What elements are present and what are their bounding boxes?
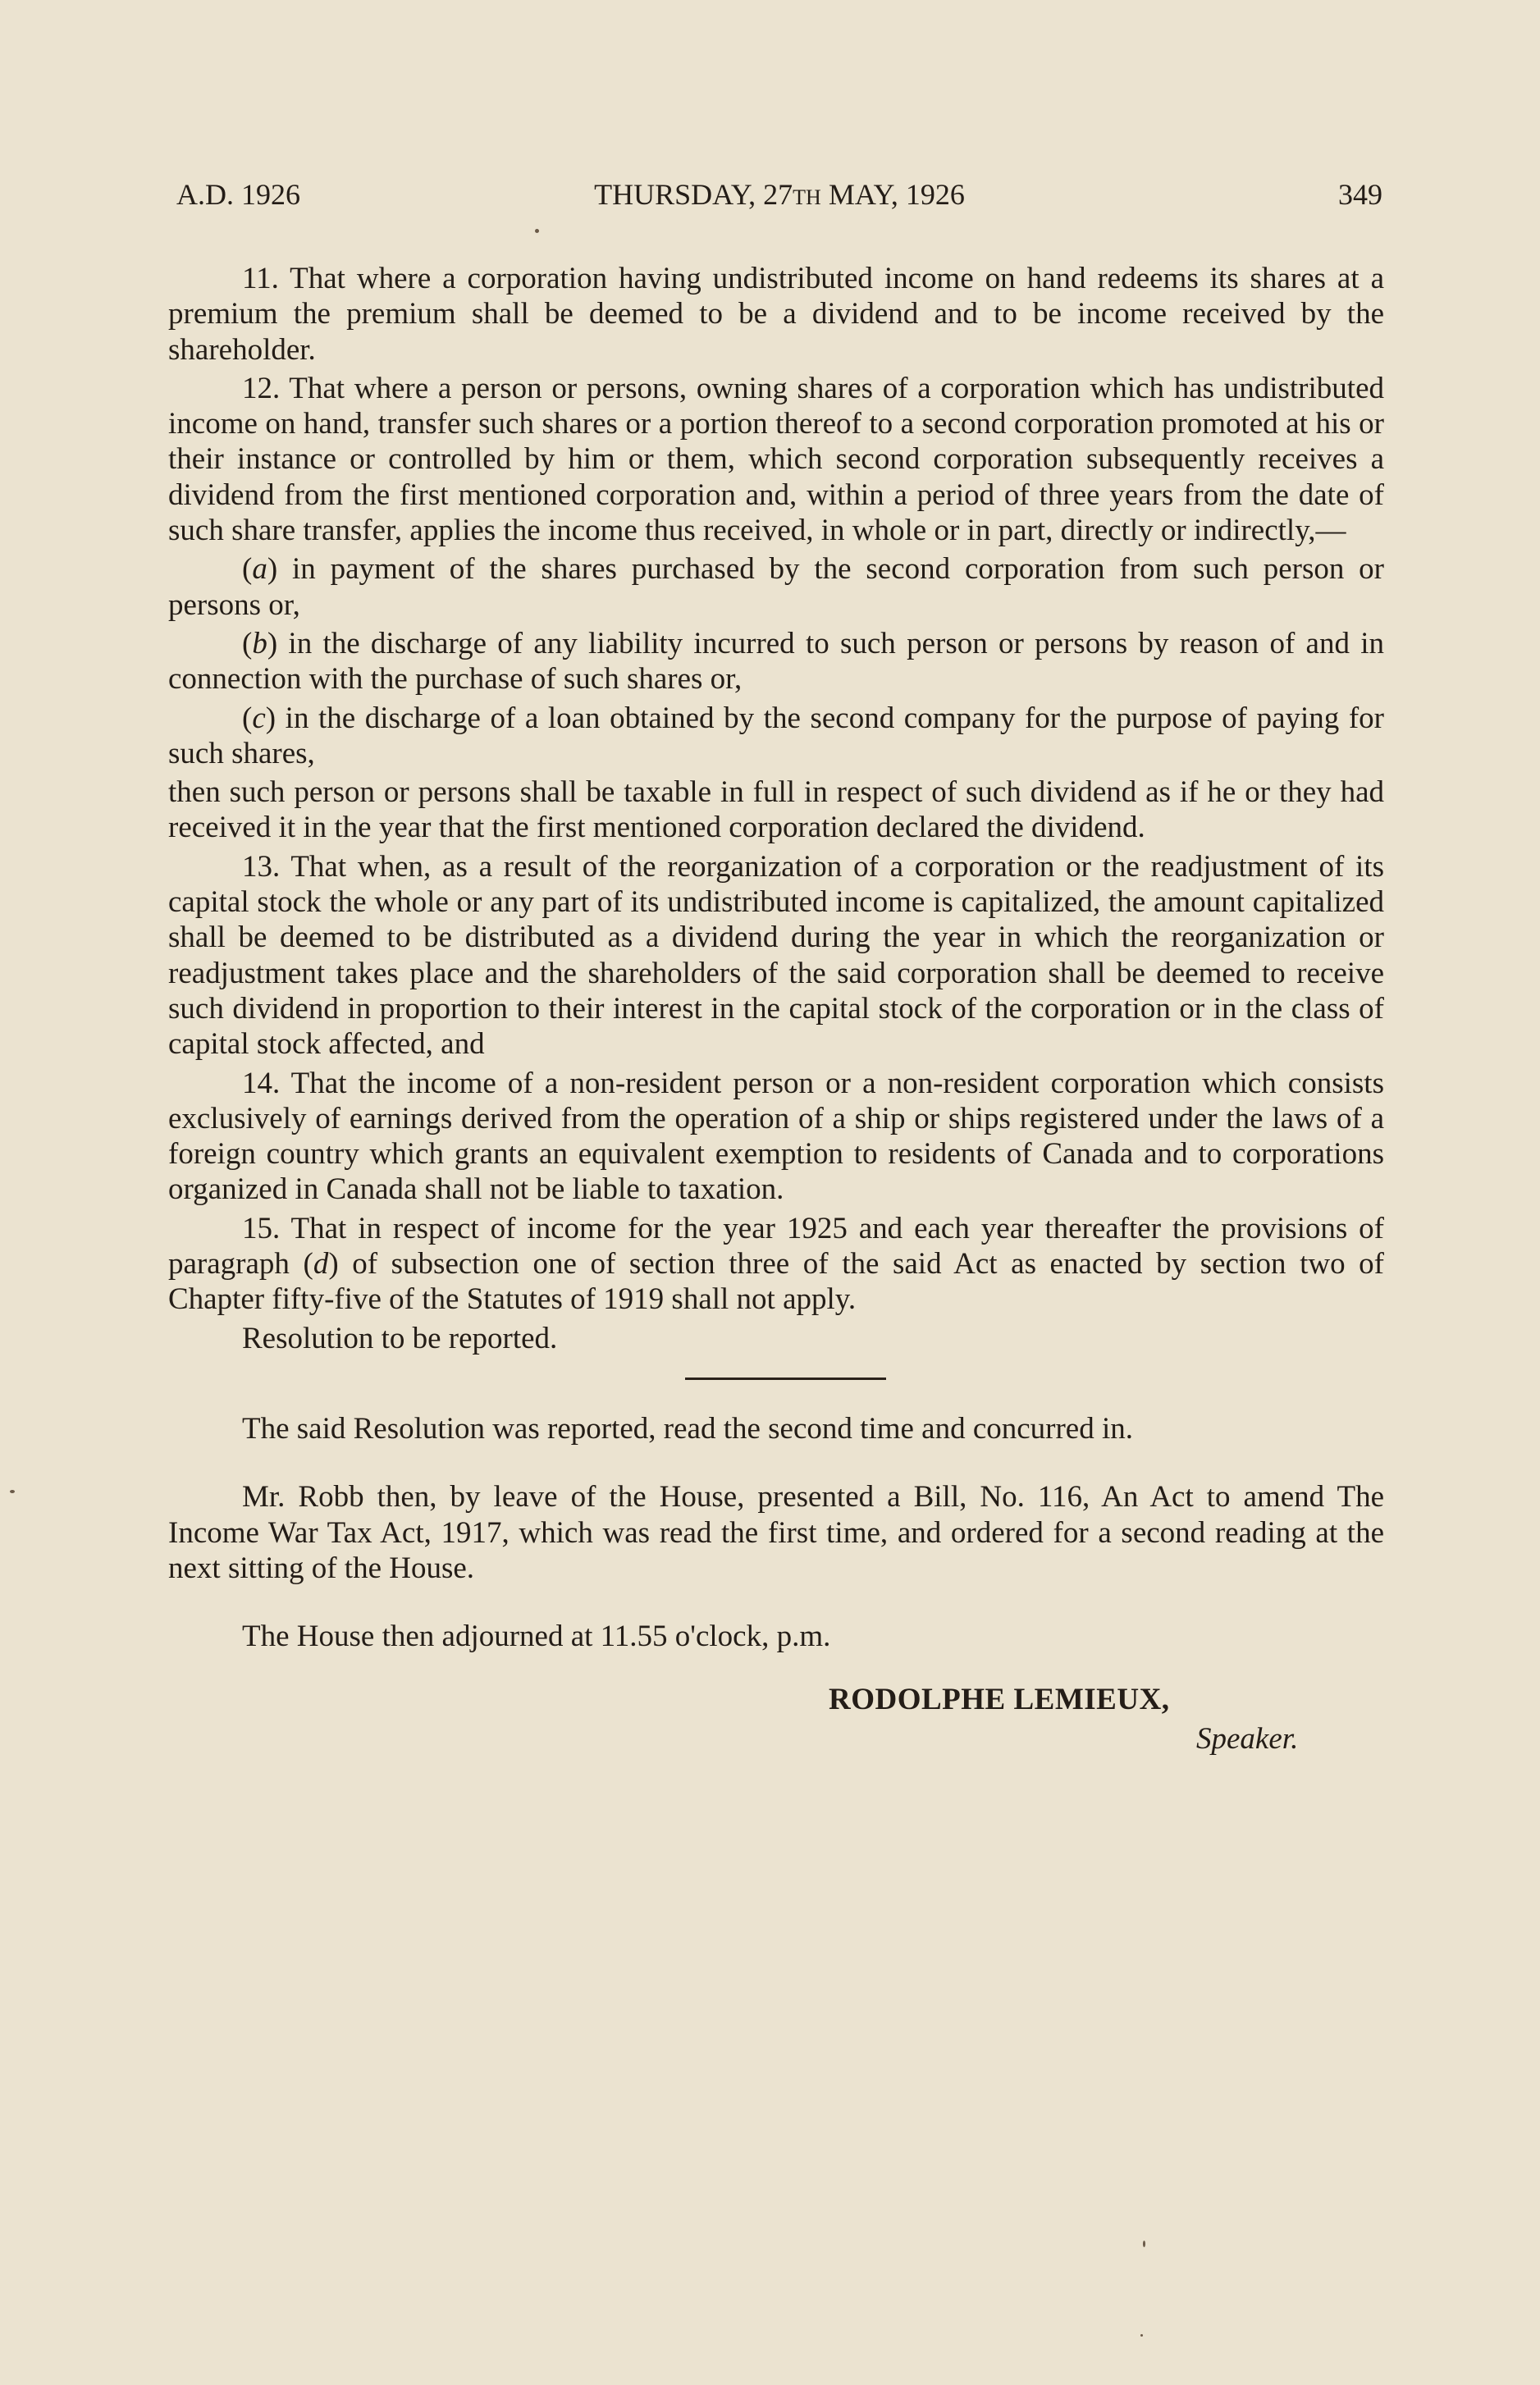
- item-c-label: c: [252, 701, 266, 735]
- paper-speck: [1140, 2334, 1143, 2337]
- resolution-clause-11: 11. That where a corporation having undistributed income on hand redeems its shares at a premium the premium shall be deemed to be a dividend and to be income received by the shareholder.: [168, 262, 1384, 367]
- item-a-label: a: [252, 552, 267, 587]
- clause-15-start: 15. That in respect of income for the year 1925 and each year thereafter the provisions of paragraph (: [168, 1211, 1384, 1282]
- clause-12-item-c: (c) in the discharge of a loan obtained by the second company for the purpose of paying for such shares,: [168, 701, 1384, 770]
- item-b-label: b: [252, 626, 267, 660]
- header-date-suffix: TH: [793, 185, 821, 209]
- clause-12-item-a: (a) in payment of the shares purchased by the second corporation from such person or persons or,: [168, 552, 1384, 622]
- item-a-text: in payment of the shares purchased by the second corporation from such person or persons or,: [168, 552, 1384, 622]
- header-date-month: MAY, 1926: [820, 178, 965, 211]
- resolution-clause-13: 13. That when, as a result of the reorganization of a corporation or the readjustment of its capital stock the whole or any part of its undistributed income is capitalized, the amount capitalized shall be deemed to be distributed as a dividend during the year in which the reorganization or readjustment takes place and the shareholders of the said corporation shall be deemed to receive such dividend in proportion to their interest in the capital stock of the corporation or in the class of capital stock affected, and: [168, 849, 1384, 1062]
- clause-15-end: ) of subsection one of section three of the said Act as enacted by section two of Chapter fifty-five of the Statutes of 1919 shall not apply.: [168, 1247, 1384, 1317]
- item-b-text: in the discharge of any liability incurred to such person or persons by reason of and in connection with the purchase of such shares or,: [168, 626, 1384, 697]
- bill-introduction: Mr. Robb then, by leave of the House, presented a Bill, No. 116, An Act to amend The Income War Tax Act, 1917, which was read the first time, and ordered for a second reading at the next sitting of the House.: [168, 1480, 1384, 1585]
- clause-15-label: d: [313, 1247, 329, 1282]
- clause-12-item-b: (b) in the discharge of any liability incurred to such person or persons by reason of and in connection with the purchase of such shares or,: [168, 626, 1384, 697]
- clause-12-conclusion: then such person or persons shall be taxable in full in respect of such dividend as if he or they had received it in the year that the first mentioned corporation declared the dividend.: [168, 775, 1384, 845]
- page-header: [176, 174, 1382, 215]
- paper-speck: [535, 229, 539, 233]
- speaker-title: Speaker.: [1196, 1721, 1299, 1756]
- item-c-text: in the discharge of a loan obtained by the second company for the purpose of paying for such shares,: [168, 701, 1384, 770]
- resolution-clause-15: [168, 1211, 1384, 1318]
- header-date: [176, 174, 1382, 218]
- resolution-to-be-reported: Resolution to be reported.: [242, 1321, 558, 1355]
- header-date-main: THURSDAY, 27: [594, 178, 793, 211]
- resolution-clause-14: 14. That the income of a non-resident person or a non-resident corporation which consists exclusively of earnings derived from the operation of a ship or ships registered under the laws of a foreign country which grants an equivalent exemption to residents of Canada and to corporations organized in Canada shall not be liable to taxation.: [168, 1066, 1384, 1207]
- header-year: A.D. 1926: [176, 178, 300, 211]
- speaker-name: RODOLPHE LEMIEUX,: [829, 1683, 1170, 1717]
- paper-speck: [1143, 2241, 1145, 2247]
- resolution-clause-12: 12. That where a person or persons, owning shares of a corporation which has undistributed income on hand, transfer such shares or a portion thereof to a second corporation promoted at his or their instance or controlled by him or them, which second corporation subsequently receives a dividend from the first mentioned corporation and, within a period of three years from the date of such share transfer, applies the income thus received, in whole or in part, directly or indirectly,—: [168, 371, 1384, 548]
- paper-speck: [10, 1490, 15, 1493]
- page-number: 349: [1338, 178, 1382, 211]
- resolution-reported: The said Resolution was reported, read the second time and concurred in.: [242, 1411, 1134, 1446]
- section-divider: [685, 1378, 886, 1380]
- journal-body: [168, 261, 1384, 1760]
- house-adjourned: The House then adjourned at 11.55 o'clock, p.m.: [242, 1620, 831, 1654]
